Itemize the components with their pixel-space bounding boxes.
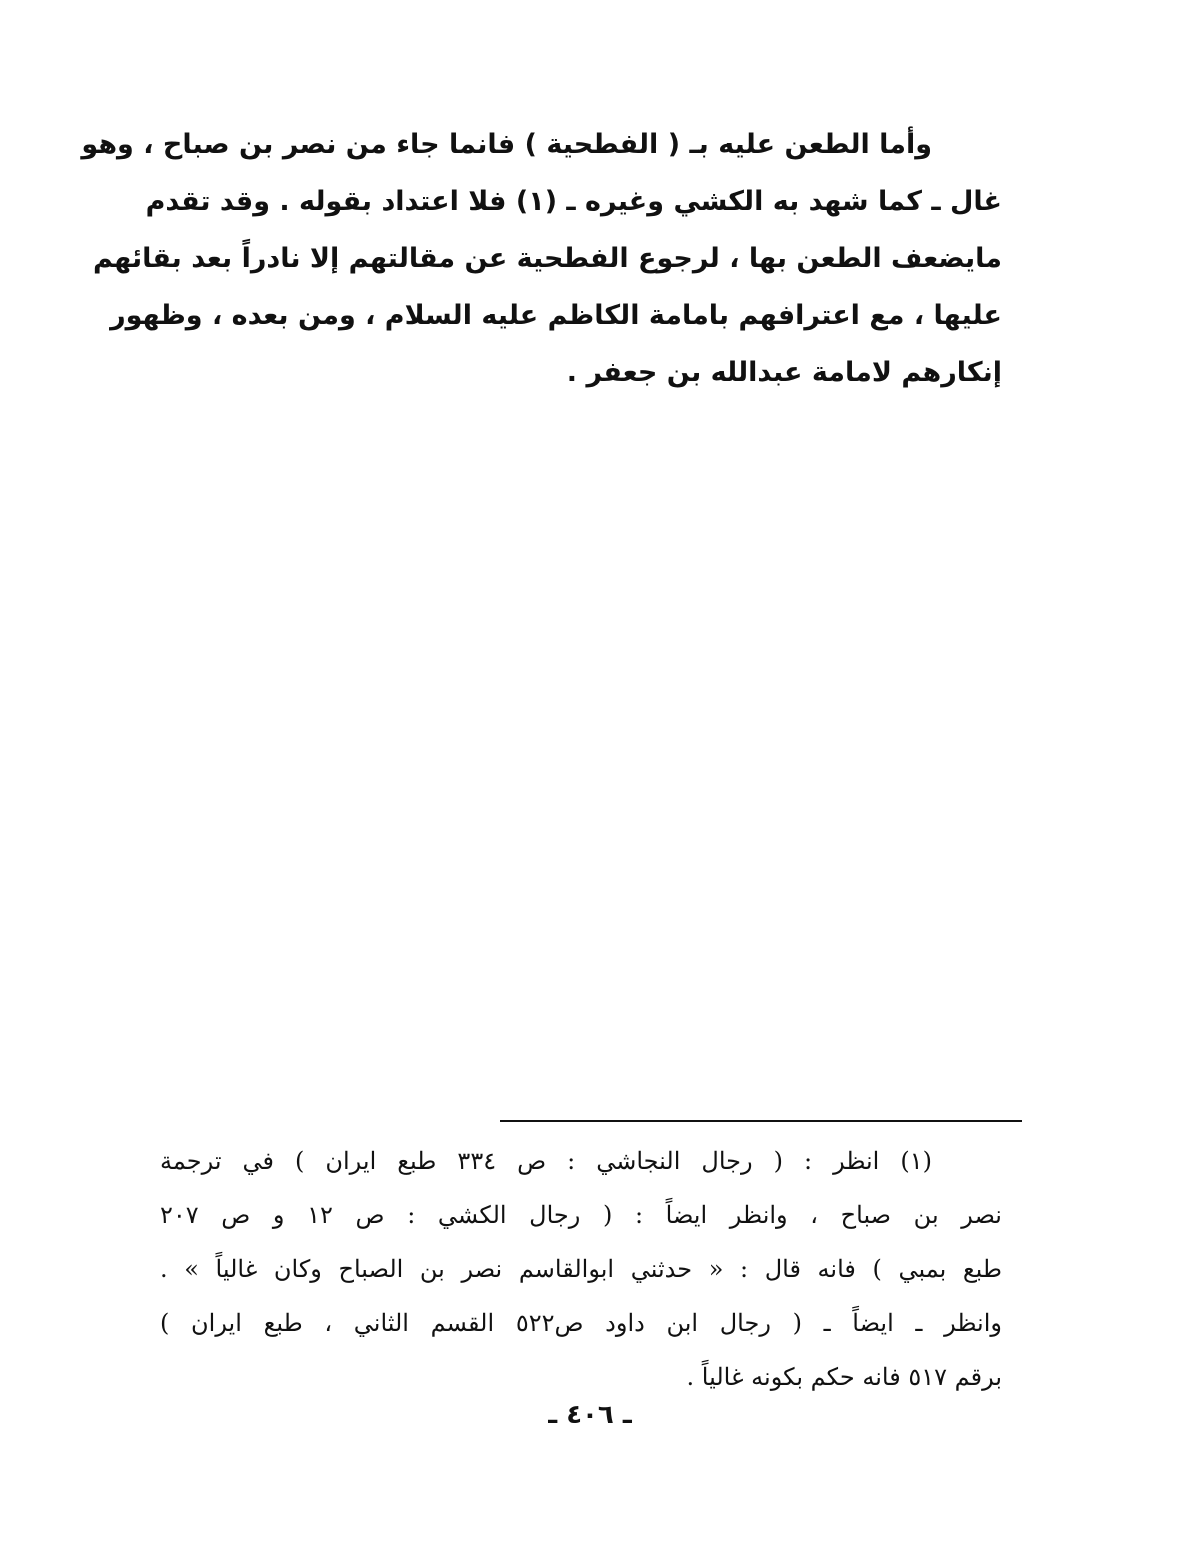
main-line: إنكارهم لامامة عبدالله بن جعفر . <box>566 357 1002 388</box>
main-line: عليها ، مع اعترافهم بامامة الكاظم عليه السلام ، ومن بعده ، وظهور <box>110 300 1002 331</box>
footnote-line: وانظر ـ ايضاً ـ ( رجال ابن داود ص٥٢٢ القسم الثاني ، طبع ايران ) <box>160 1309 1002 1337</box>
main-line: مايضعف الطعن بها ، لرجوع الفطحية عن مقالتهم إلا نادراً بعد بقائهم <box>92 243 1002 274</box>
footnote-line: نصر بن صباح ، وانظر ايضاً : ( رجال الكشي : ص ١٢ و ص ٢٠٧ <box>160 1201 1002 1229</box>
footnote-separator <box>500 1120 1022 1122</box>
main-line: غال ـ كما شهد به الكشي وغيره ـ (١) فلا اعتداد بقوله . وقد تقدم <box>145 186 1002 217</box>
footnote-line: برقم ٥١٧ فانه حكم بكونه غالياً . <box>686 1363 1002 1391</box>
main-paragraph <box>81 116 1002 401</box>
page-number: ـ ٤٠٦ ـ <box>548 1400 632 1430</box>
footnote-line: طبع بمبي ) فانه قال : « حدثني ابوالقاسم نصر بن الصباح وكان غالياً » . <box>160 1255 1002 1283</box>
footnote-block <box>160 1134 1002 1404</box>
main-line: وأما الطعن عليه بـ ( الفطحية ) فانما جاء من نصر بن صباح ، وهو <box>81 129 932 160</box>
footnote-line: (١) انظر : ( رجال النجاشي : ص ٣٣٤ طبع ايران ) في ترجمة <box>160 1147 932 1175</box>
